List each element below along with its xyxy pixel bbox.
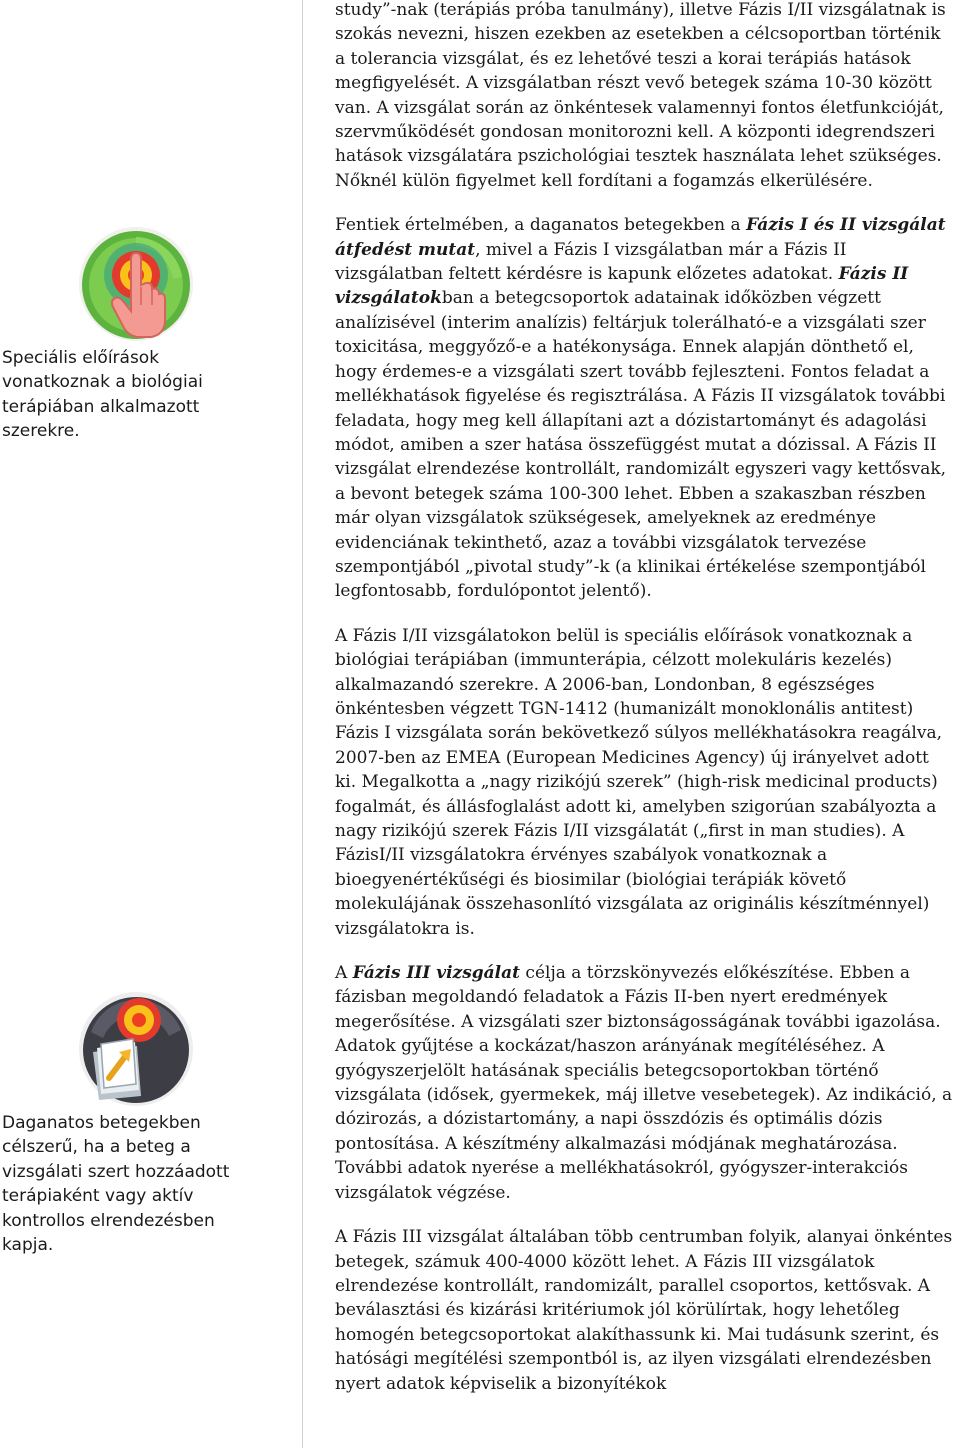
sidebar-note-biological-therapy: Speciális előírások vonatkoznak a biológiai terápiában alkalmazott szerekre.	[2, 348, 203, 442]
column-divider	[302, 0, 303, 1448]
paragraph-biological-therapy: A Fázis I/II vizsgálatokon belül is speciális előírások vonatkoznak a biológiai terápiában (immunterápia, célzott molekuláris kezelés) alkalmazandó szerekre. A 2006-ban, Londonban, 8 egészséges önkéntesben végzett TGN-1412 (humanizált monoklonális antitest) Fázis I vizsgálata során bekövetkező súlyos mellékhatásokra reagálva, 2007-ben az EMEA (European Medicines Agency) új irányelvet adott ki. Megalkotta a „nagy rizikójú szerek” (high-risk medicinal products) fogalmát, és állásfoglalást adott ki, amelyben szigorúan szabályozta a nagy rizikójú szerek Fázis I/II vizsgálatát („first in man studies). A FázisI/II vizsgálatokra érvényes szabályok vonatkoznak a bioegyenértékűségi és biosimilar (biológiai terápiák követő molekulájának összehasonlító vizsgálata az originális készítménnyel) vizsgálatokra is.	[335, 625, 942, 939]
paragraph-phase-2: Fentiek értelmében, a daganatos betegekben a Fázis I és II vizsgálat átfedést mutat, mivel a Fázis I vizsgálatban már a Fázis II vizsgálatban feltett kérdésre is kapunk előzetes adatokat. Fázis II vizsgálatokban a betegcsoportok adatainak időközben végzett analízisével (interim analízis) feltárjuk tolerálható-e a vizsgálati szer toxicitása, meggyőző-e a hatékonysága. Ennek alapján dönthető el, hogy érdemes-e a vizsgálati szert tovább fejleszteni. Fontos feladat a mellékhatások figyelése és regisztrálása. A Fázis II vizsgálatok további feladata, hogy meg kell állapítani azt a dózistartományt és adagolási módot, amiben a szer hatása összefüggést mutat a dózissal. A Fázis II vizsgálat elrendezése kontrollált, randomizált egyszeri vagy kettősvak, a bevont betegek száma 100-300 lehet. Ebben a szakaszban részben már olyan vizsgálatok szükségesek, amelyeknek az eredménye evidenciának tekinthető, azaz a további vizsgálatok tervezése szempontjából „pivotal study”-k (a klinikai értékelése szempontjából legfontosabb, fordulópontot jelentő).	[335, 215, 947, 602]
paragraph-phase-3: A Fázis III vizsgálat célja a törzskönyvezés előkészítése. Ebben a fázisban megoldandó feladatok a Fázis II-ben nyert eredmények megerősítése. A vizsgálati szer biztonságosságának további igazolása. Adatok gyűjtése a kockázat/haszon arányának megítéléséhez. A gyógyszerjelölt hatásának speciális betegcsoportokban történő vizsgálata (idősek, gyermekek, máj illetve vesebetegek). Az indikáció, a dózirozás, a dózistartomány, a napi összdózis és optimális dózis pontosítása. A készítmény alkalmazási módjának meghatározása. További adatok nyerése a mellékhatásokról, gyógyszer-interakciós vizsgálatok végzése.	[335, 963, 953, 1203]
sidebar-note-cancer-patients: Daganatos betegekben célszerű, ha a beteg a vizsgálati szert hozzáadott terápiaként vagy aktív kontrollos elrendezésben kapja.	[2, 1113, 230, 1256]
main-text	[335, 0, 953, 1416]
sidebar	[0, 0, 300, 1448]
document-arrow-target-icon	[79, 992, 194, 1107]
paragraph-phase-1-2-intro: study”-nak (terápiás próba tanulmány), illetve Fázis I/II vizsgálatnak is szokás nevezni, hiszen ezekben az esetekben a célcsoportban történik a tolerancia vizsgálat, és ez lehetővé teszi a korai terápiás hatások megfigyelését. A vizsgálatban részt vevő betegek száma 10-30 között van. A vizsgálat során az önkéntesek valamennyi fontos életfunkcióját, szervműködését gondosan monitorozni kell. A központi idegrendszeri hatások vizsgálatára pszichológiai tesztek használata lehet szükséges. Nőknél külön figyelmet kell fordítani a fogamzás elkerülésére.	[335, 0, 946, 191]
hand-pointing-target-icon	[79, 227, 194, 342]
paragraph-phase-3-design: A Fázis III vizsgálat általában több centrumban folyik, alanyai önkéntes betegek, számuk 400-4000 között lehet. A Fázis III vizsgálatok elrendezése kontrollált, randomizált, parallel csoportos, kettősvak. A beválasztási és kizárási kritériumok jól körülírtak, hogy lehetőleg homogén betegcsoportokat alakíthassunk ki. Mai tudásunk szerint, és hatósági megítélési szempontból is, az ilyen vizsgálati elrendezésben nyert adatok képviselik a bizonyítékok	[335, 1227, 953, 1394]
